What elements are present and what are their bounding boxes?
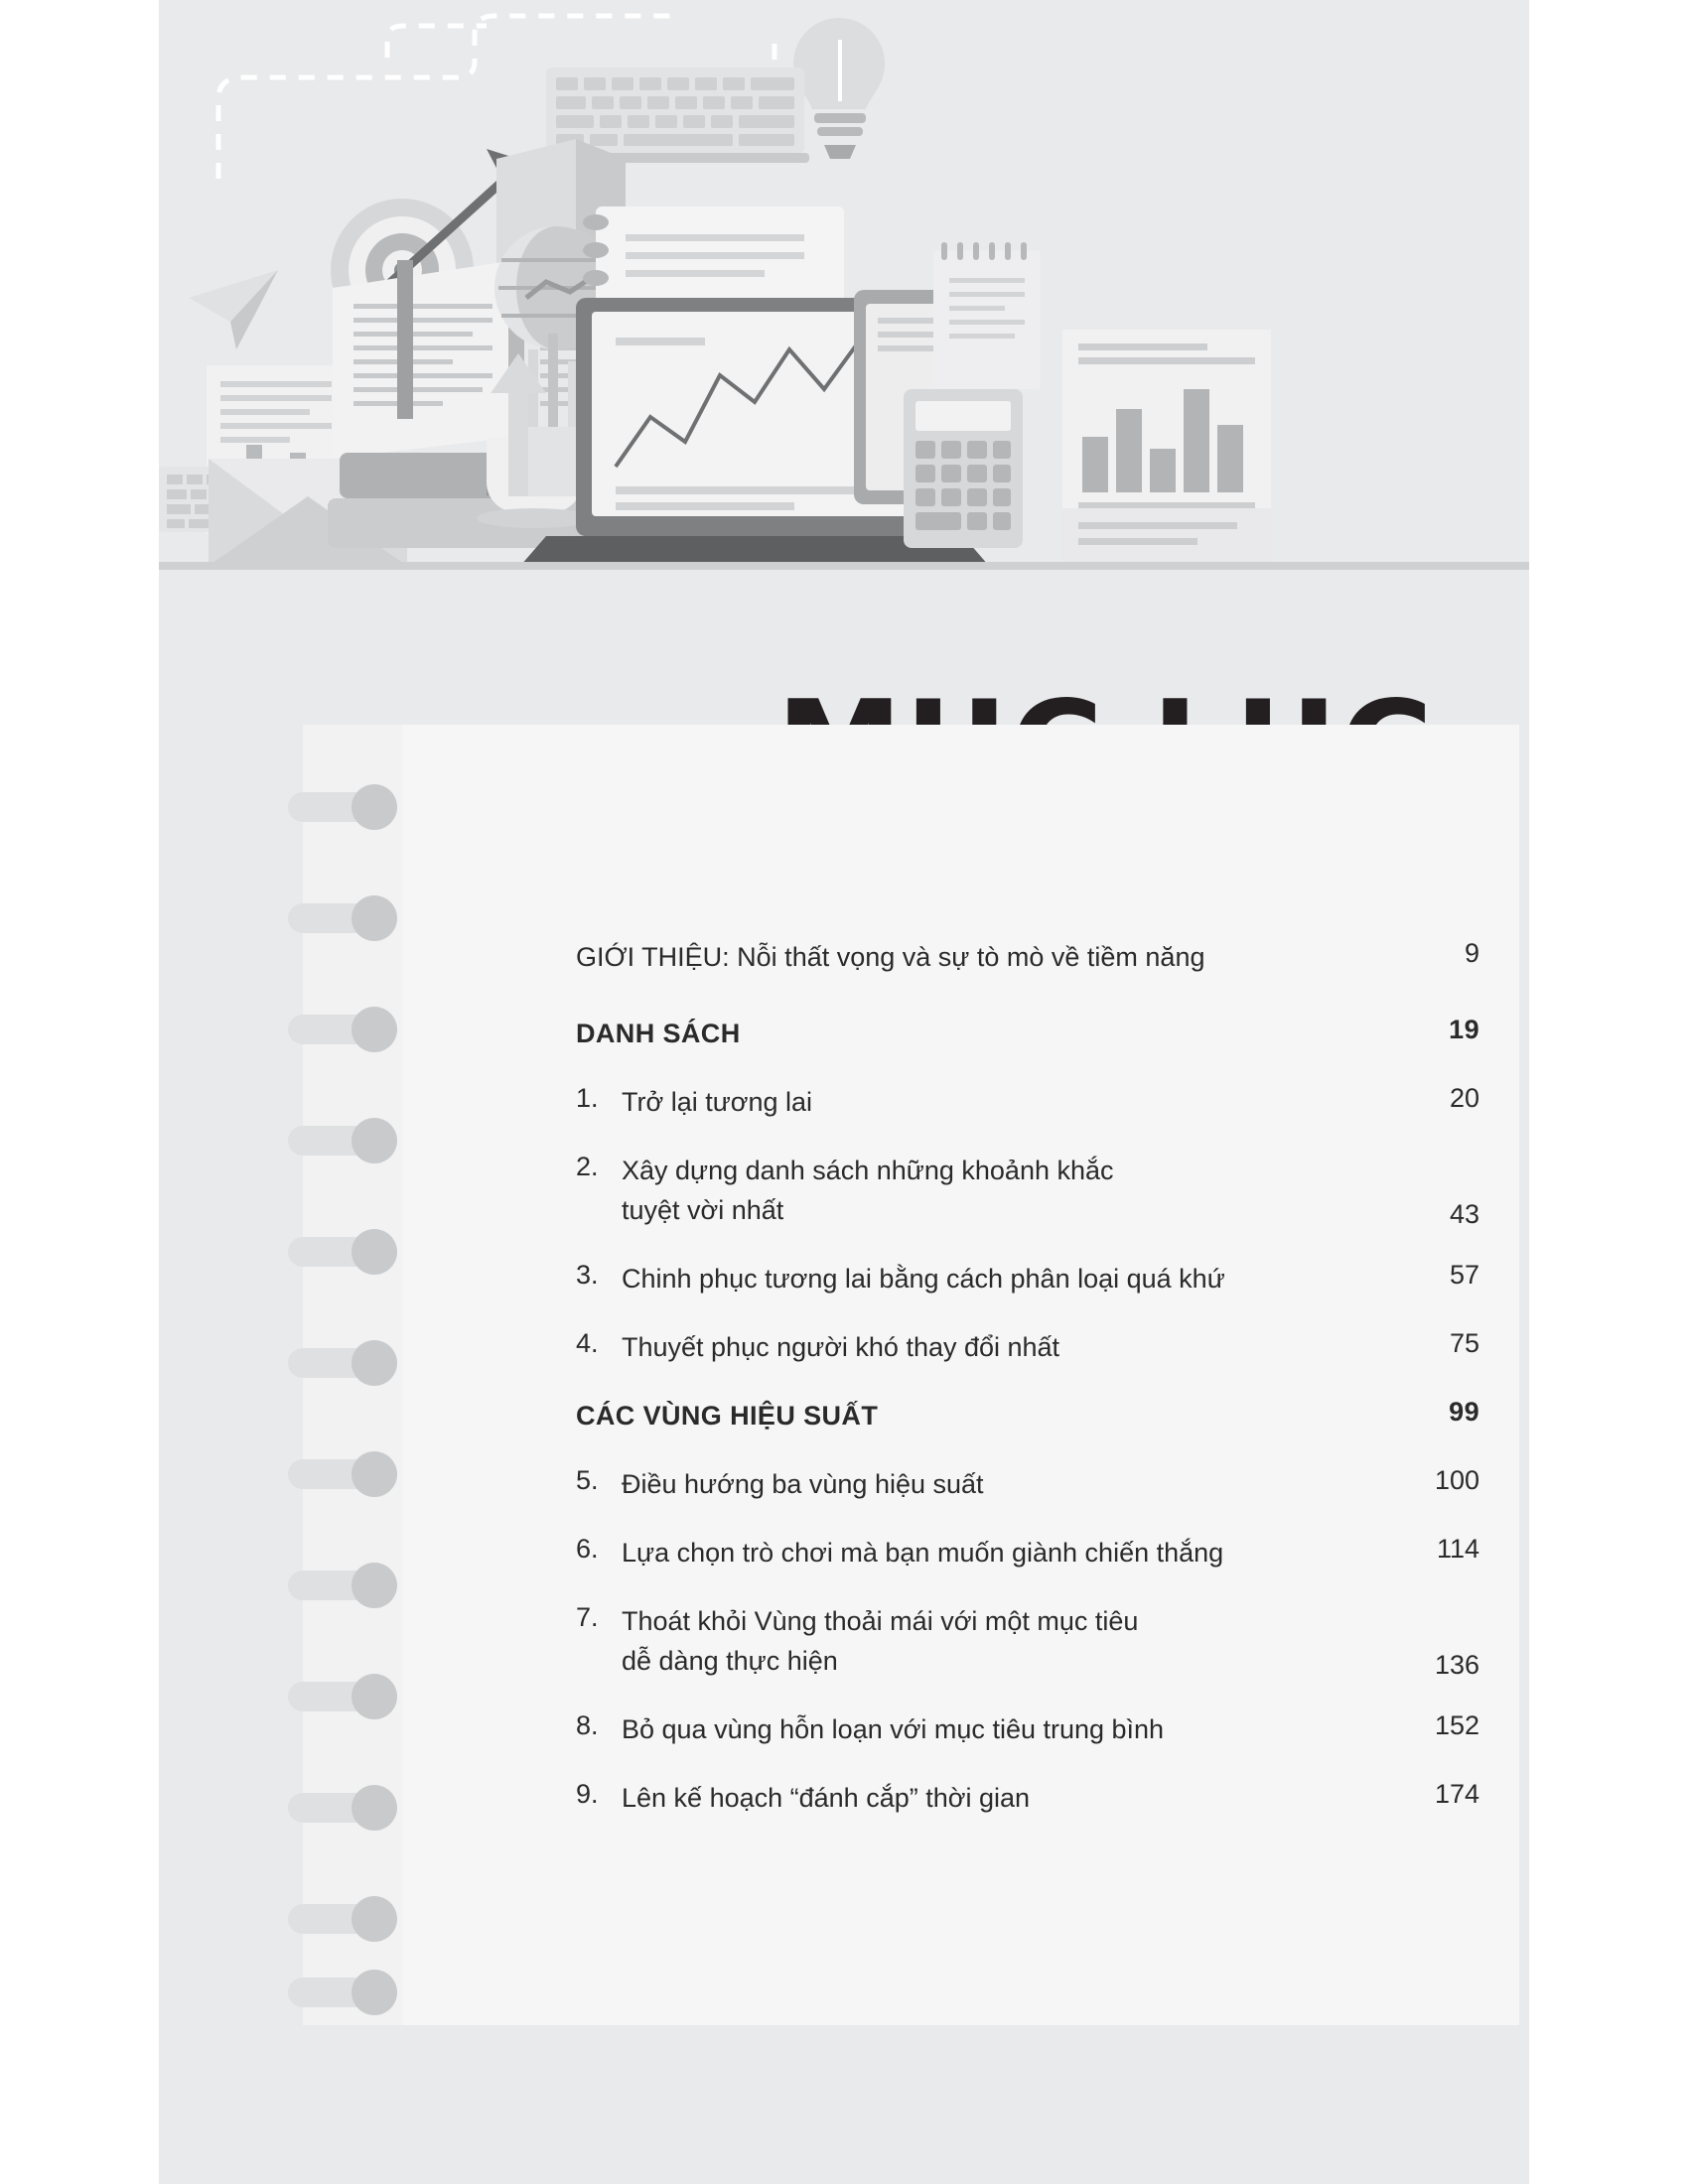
toc-entry-label: Thuyết phục người khó thay đổi nhất: [622, 1331, 1060, 1362]
toc-entry-page: 43: [1449, 1198, 1479, 1229]
binding-ring: [288, 1229, 397, 1275]
page-canvas: [159, 0, 1529, 2184]
binding-ring: [288, 1451, 397, 1497]
toc-entry[interactable]: [576, 1465, 1479, 1504]
toc-entry-label: [622, 1602, 1402, 1680]
toc-entry-label: Chinh phục tương lai bằng cách phân loại quá khứ: [622, 1263, 1225, 1294]
header-illustration: [159, 0, 1529, 695]
toc-entry-label-line2: tuyệt vời nhất: [622, 1194, 784, 1225]
ring-knob: [352, 1340, 397, 1386]
toc-entry-label-line1: Thoát khỏi Vùng thoải mái với một mục tiêu: [622, 1606, 1139, 1637]
toc-section-label: CÁC VÙNG HIỆU SUẤT: [576, 1400, 879, 1431]
bar-chart-icon: [1062, 330, 1271, 518]
toc-entry-label: GIỚI THIỆU: Nỗi thất vọng và sự tò mò về tiềm năng: [576, 942, 1205, 972]
paper-plane-icon: [189, 270, 278, 349]
binding-ring: [288, 784, 397, 830]
toc-entry-number: 1.: [576, 1083, 599, 1114]
toc-section-page: 99: [1449, 1396, 1479, 1427]
toc-entry-number: 6.: [576, 1534, 599, 1565]
binding-ring: [288, 1563, 397, 1608]
binding-ring: [288, 1785, 397, 1831]
toc-entry-page: 114: [1436, 1534, 1479, 1565]
toc-section-page: 19: [1449, 1015, 1479, 1045]
ring-knob: [352, 1785, 397, 1831]
table-of-contents: [576, 938, 1479, 1847]
lightbulb-icon: [793, 18, 885, 159]
binding-ring: [288, 1896, 397, 1942]
calculator-icon: [904, 389, 1023, 548]
toc-entry-number: 9.: [576, 1778, 599, 1809]
toc-entry-label: Bỏ qua vùng hỗn loạn với mục tiêu trung bình: [622, 1713, 1165, 1744]
binding-ring: [288, 1970, 397, 2015]
toc-entry-page: 174: [1434, 1778, 1479, 1809]
ring-knob: [352, 1563, 397, 1608]
toc-entry-label-line2: dễ dàng thực hiện: [622, 1645, 838, 1676]
toc-entry-page: 152: [1434, 1709, 1479, 1740]
ring-knob: [352, 1229, 397, 1275]
toc-entry-number: 4.: [576, 1327, 599, 1358]
toc-entry-number: 2.: [576, 1152, 599, 1182]
spiral-binding: [258, 784, 457, 2015]
toc-section-heading[interactable]: [576, 1015, 1479, 1053]
binding-ring: [288, 895, 397, 941]
toc-entry[interactable]: [576, 1328, 1479, 1367]
toc-entry-number: 5.: [576, 1465, 599, 1496]
document-right-icon: [1062, 508, 1271, 568]
ring-knob: [352, 1896, 397, 1942]
toc-entry-number: 3.: [576, 1259, 599, 1290]
toc-entry[interactable]: [576, 1602, 1479, 1680]
toc-entry-page: 20: [1449, 1083, 1479, 1114]
binding-ring: [288, 1118, 397, 1163]
ring-knob: [352, 895, 397, 941]
ring-knob: [352, 1118, 397, 1163]
binding-ring: [288, 1674, 397, 1719]
toc-entry-page: 9: [1464, 938, 1479, 968]
ring-knob: [352, 784, 397, 830]
toc-section-heading[interactable]: [576, 1397, 1479, 1435]
toc-entry-page: 57: [1449, 1259, 1479, 1290]
toc-entry[interactable]: [576, 1779, 1479, 1818]
toc-entry-label: [622, 1152, 1402, 1229]
toc-entry-number: 7.: [576, 1602, 599, 1633]
ring-knob: [352, 1674, 397, 1719]
toc-entry-intro[interactable]: [576, 938, 1479, 977]
notebook-icon: [933, 242, 1041, 389]
toc-entry-label: Trở lại tương lai: [622, 1087, 813, 1118]
toc-entry-label-line1: Xây dựng danh sách những khoảnh khắc: [622, 1156, 1114, 1186]
toc-entry-page: 100: [1434, 1465, 1479, 1496]
toc-entry[interactable]: [576, 1083, 1479, 1122]
toc-entry-page: 136: [1434, 1649, 1479, 1680]
ring-knob: [352, 1970, 397, 2015]
toc-entry-page: 75: [1449, 1327, 1479, 1358]
toc-entry[interactable]: [576, 1152, 1479, 1229]
toc-entry-label: Lựa chọn trò chơi mà bạn muốn giành chiến thắng: [622, 1538, 1224, 1569]
toc-entry[interactable]: [576, 1710, 1479, 1749]
toc-entry-label: Điều hướng ba vùng hiệu suất: [622, 1469, 984, 1500]
toc-entry-number: 8.: [576, 1709, 599, 1740]
ring-knob: [352, 1451, 397, 1497]
ring-knob: [352, 1007, 397, 1052]
toc-entry[interactable]: [576, 1534, 1479, 1572]
toc-entry[interactable]: [576, 1260, 1479, 1298]
toc-section-label: DANH SÁCH: [576, 1019, 741, 1049]
binding-ring: [288, 1340, 397, 1386]
binding-ring: [288, 1007, 397, 1052]
toc-entry-label: Lên kế hoạch “đánh cắp” thời gian: [622, 1782, 1030, 1813]
